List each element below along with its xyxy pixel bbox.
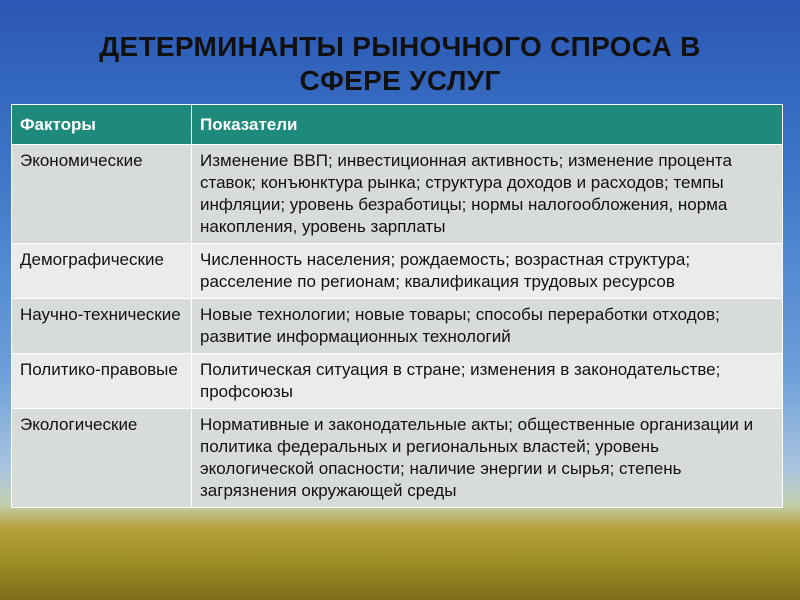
table-row (12, 244, 783, 299)
determinants-table (11, 104, 783, 508)
slide-title: ДЕТЕРМИНАНТЫ РЫНОЧНОГО СПРОСА В СФЕРЕ УСЛУГ (99, 31, 701, 96)
header-indicators: Показатели (192, 105, 783, 145)
indicators-cell: Численность населения; рождаемость; возрастная структура; расселение по регионам; квалификация трудовых ресурсов (192, 244, 783, 299)
table-row (12, 299, 783, 354)
factor-cell: Экологические (12, 409, 192, 508)
factor-cell: Научно-технические (12, 299, 192, 354)
factor-cell: Политико-правовые (12, 354, 192, 409)
table-header-row (12, 105, 783, 145)
table-row (12, 354, 783, 409)
header-factors: Факторы (12, 105, 192, 145)
indicators-cell: Новые технологии; новые товары; способы переработки отходов; развитие информационных технологий (192, 299, 783, 354)
table-row (12, 409, 783, 508)
determinants-table-container (11, 104, 783, 508)
indicators-cell: Изменение ВВП; инвестиционная активность; изменение процента ставок; конъюнктура рынка; структура доходов и расходов; темпы инфляции; уровень безработицы; нормы налогообложения, норма накопления, уровень зарплаты (192, 145, 783, 244)
factor-cell: Демографические (12, 244, 192, 299)
indicators-cell: Политическая ситуация в стране; изменения в законодательстве; профсоюзы (192, 354, 783, 409)
indicators-cell: Нормативные и законодательные акты; общественные организации и политика федеральных и региональных властей; уровень экологической опасности; наличие энергии и сырья; степень загрязнения окружающей среды (192, 409, 783, 508)
factor-cell: Экономические (12, 145, 192, 244)
table-row (12, 145, 783, 244)
